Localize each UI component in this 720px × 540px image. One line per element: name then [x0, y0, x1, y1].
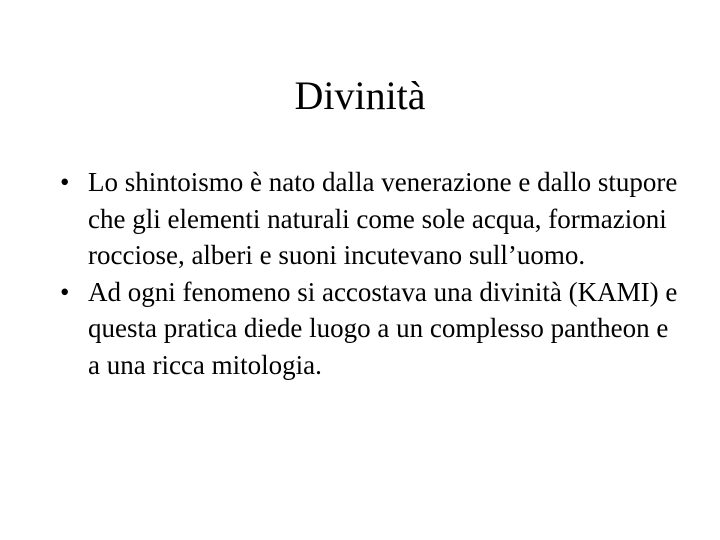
bullet-text: Lo shintoismo è nato dalla venerazione e dallo stupore che gli elementi naturali come sole acqua, formazioni rocciose, alberi e suoni incutevano sull’uomo.: [88, 167, 678, 270]
bullet-icon: •: [60, 167, 70, 197]
bullet-item: [60, 274, 680, 384]
bullet-list: [60, 164, 680, 383]
slide-title: Divinità: [294, 73, 426, 118]
bullet-icon: •: [60, 276, 70, 307]
bullet-item: [60, 164, 680, 274]
bullet-text: Ad ogni fenomeno si accostava una divinità (KAMI) e questa pratica diede luogo a un complesso pantheon e a una ricca mitologia.: [88, 276, 678, 380]
